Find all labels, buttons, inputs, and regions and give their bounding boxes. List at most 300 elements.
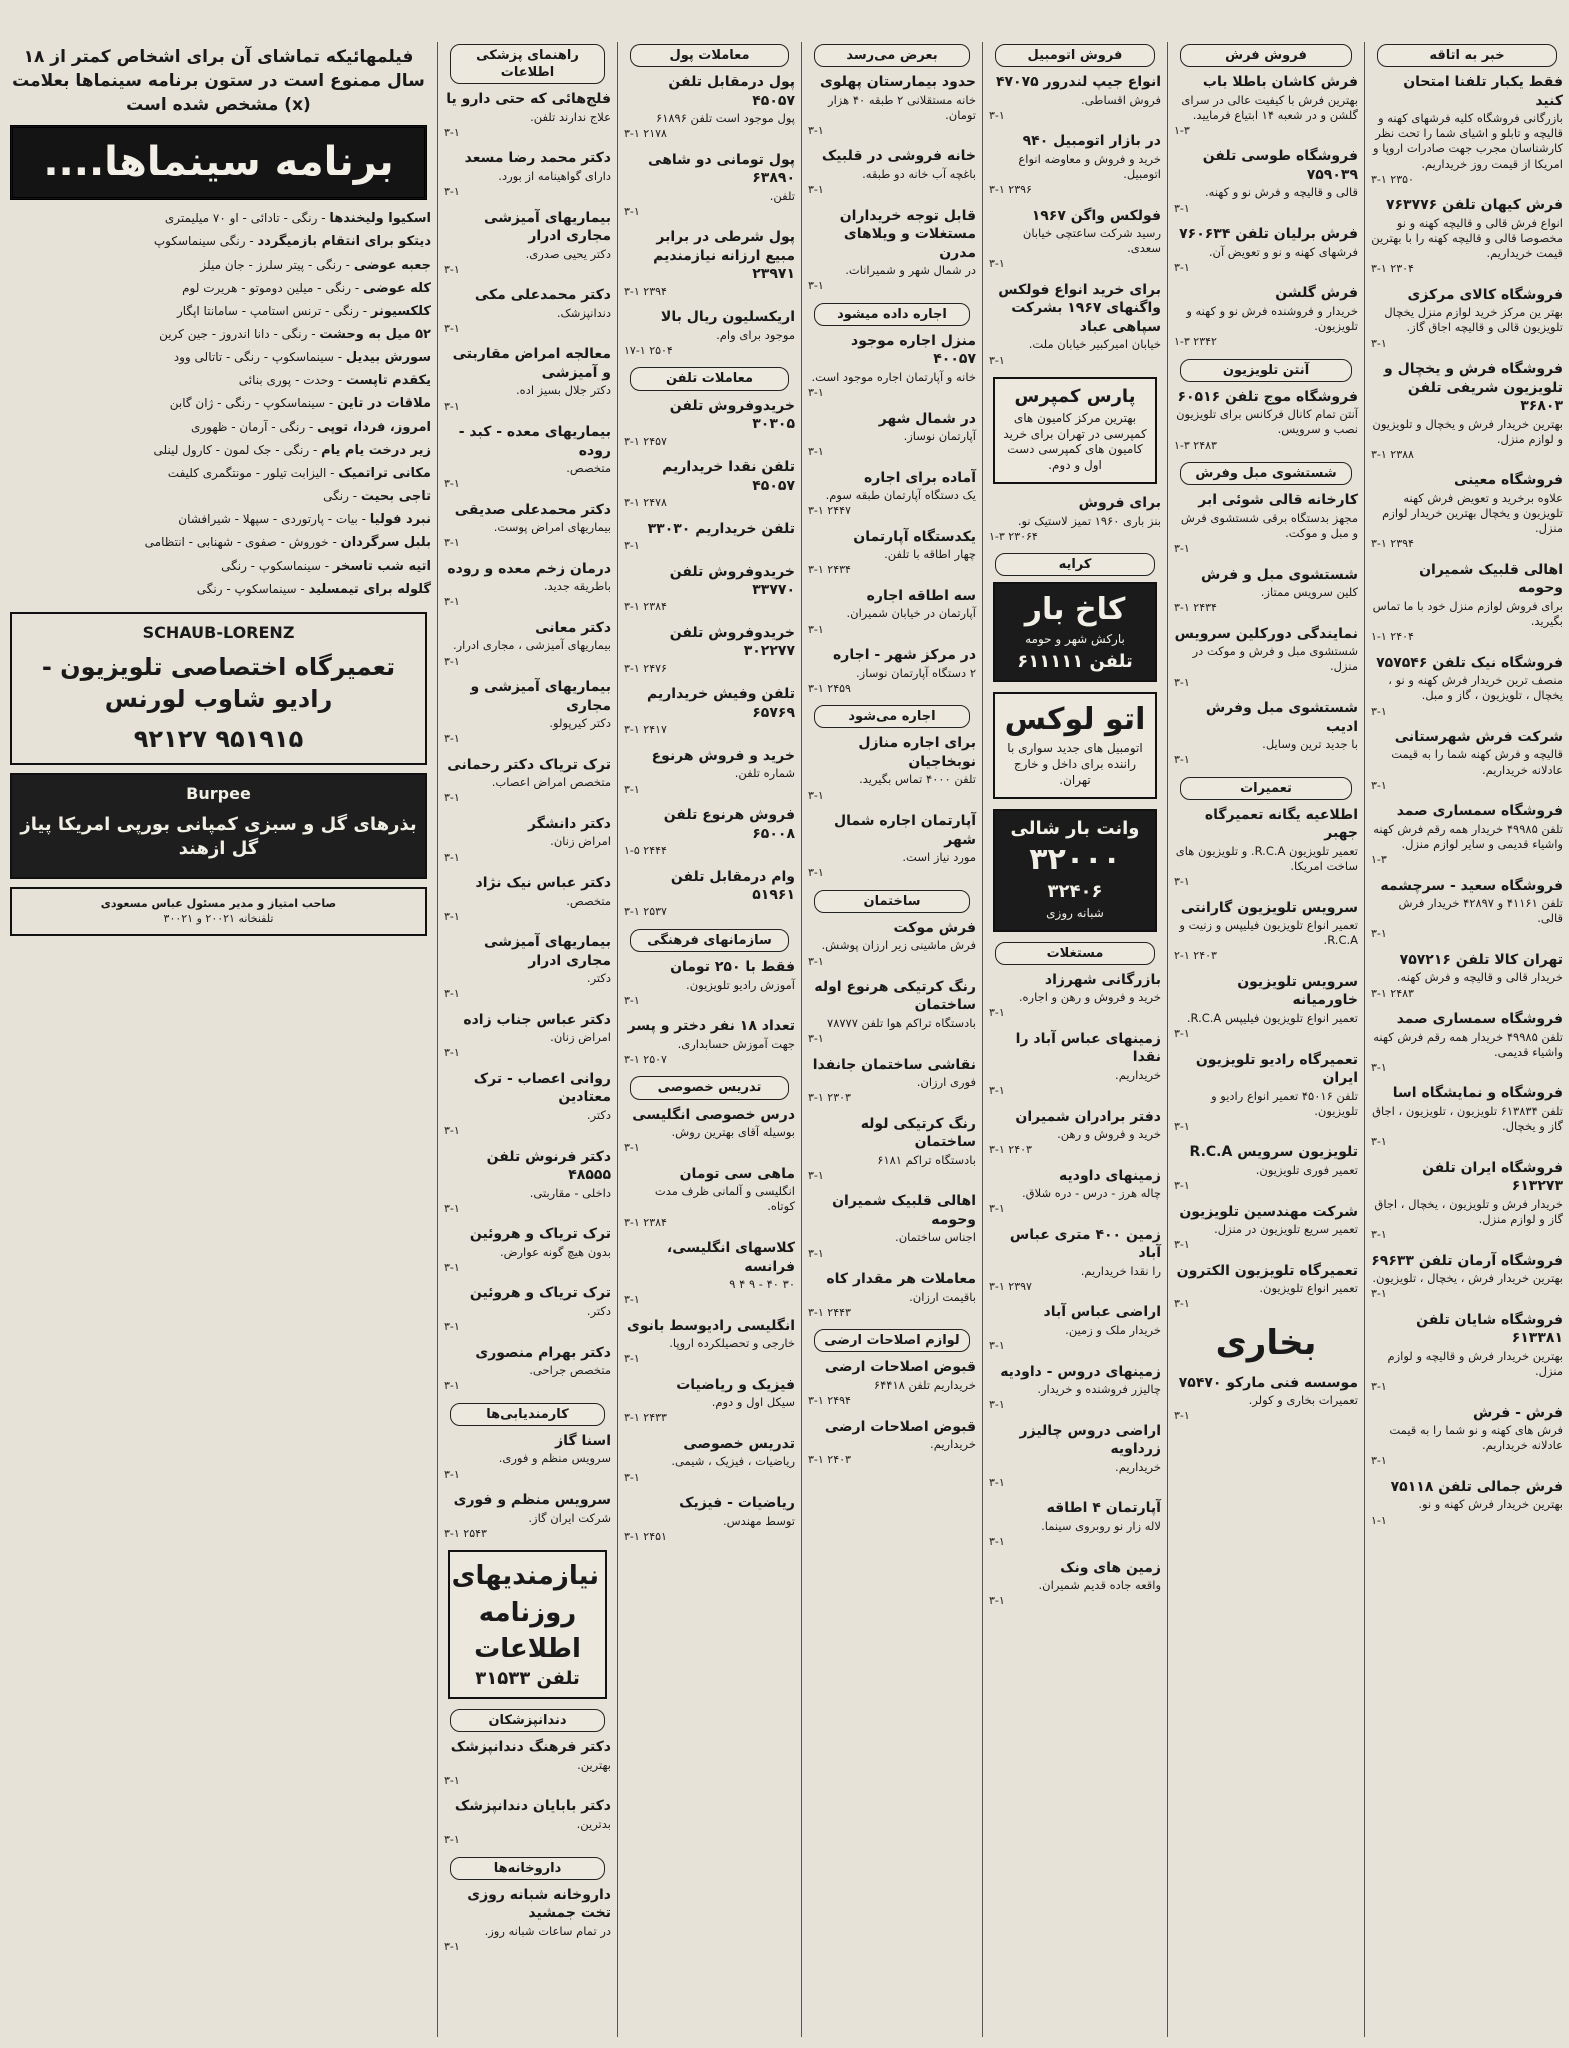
ad-code: ۳-۱ xyxy=(1174,1238,1190,1252)
classified-ad xyxy=(1371,802,1563,867)
ad-body: خریدار فرش و تلویزیون ، یخچال ، اجاق گاز و لوازم منزل. xyxy=(1374,1196,1563,1226)
ad-code: ۳-۱ xyxy=(444,1201,460,1215)
ad-title: ریاضیات - فیزیک xyxy=(679,1495,795,1512)
ad-code: ۳-۱ xyxy=(444,654,460,668)
classified-ad xyxy=(624,1017,795,1067)
ad-title: شستشوی مبل و فرش xyxy=(1201,566,1358,583)
film-info: رنگی - دانا اندروز - جین کرین xyxy=(159,326,308,341)
ad-title: برای خرید انواع فولکس واگنهای ۱۹۶۷ بشرکت سپاهی عباد xyxy=(998,281,1161,335)
ad-body: دکتر. xyxy=(586,971,611,986)
ad-code: ۳-۱ xyxy=(1174,201,1190,215)
classified-ad xyxy=(624,685,795,737)
classified-ad xyxy=(989,73,1161,123)
classified-ad xyxy=(444,1797,611,1847)
classified-ad xyxy=(1174,806,1358,890)
classified-ad xyxy=(989,1167,1161,1217)
ad-code: ۳-۱ xyxy=(808,866,824,880)
ad-body: شرکت ایران گاز. xyxy=(528,1510,611,1525)
ad-body: امراض زنان. xyxy=(550,834,611,849)
ad-title: معاملات هر مقدار کاه xyxy=(826,1271,976,1288)
ad-body: بهترین. xyxy=(577,1757,611,1772)
ad-code: ۳-۱ xyxy=(444,1833,460,1847)
ad-code: ۳-۱ xyxy=(444,536,460,550)
ad-list xyxy=(1371,73,1563,1528)
classified-ad xyxy=(624,73,795,142)
ad-title: در مرکز شهر - اجاره xyxy=(833,647,976,664)
kakh-bar-ad xyxy=(993,582,1157,681)
ad-title: تلفن نقدا خریداریم ۴۵۰۵۷ xyxy=(662,459,795,494)
ad-body: پول موجود است تلفن ۶۱۸۹۶ xyxy=(656,111,795,126)
ad-brand: SCHAUB-LORENZ xyxy=(142,622,295,642)
classified-ad xyxy=(1371,951,1563,1001)
ad-title: تعمیرگاه رادیو تلویزیون ایران xyxy=(1195,1051,1358,1087)
classified-ad xyxy=(989,1030,1161,1099)
ad-code: ۳-۱ xyxy=(444,909,460,923)
ad-phone: تلفن ۳۱۵۳۳ xyxy=(475,1668,580,1690)
classified-ad xyxy=(1174,699,1358,768)
ad-body: مورد نیاز است. xyxy=(902,850,976,865)
classified-ad xyxy=(624,397,795,449)
film-title: امروز، فردا، توپی xyxy=(317,419,431,435)
classified-ad xyxy=(1174,625,1358,690)
ad-code: ۳-۱ xyxy=(808,279,824,293)
film-title: دیتکو برای انتقام بازمیگردد xyxy=(257,234,431,250)
ad-body: تلفن ۶۱۳۸۳۴ تلویزیون ، تلویزیون ، اجاق گاز و یخچال. xyxy=(1372,1103,1563,1134)
ad-code: ۳-۱ xyxy=(1371,704,1387,718)
film-info: خوروش - صفوی - شهنابی - انتظامی xyxy=(144,535,329,550)
ad-body: چاله هرز - درس - دره شلاق. xyxy=(1022,1186,1161,1201)
classified-ad xyxy=(624,228,795,299)
ad-title: قابل توجه خریداران مستغلات و ویلاهای مدرن xyxy=(839,207,976,261)
ad-code: ۳-۱ xyxy=(1371,1454,1387,1468)
film-title: گلوله برای تیمسلید xyxy=(308,581,431,597)
ad-list xyxy=(444,90,611,1393)
classified-ad xyxy=(1174,1051,1358,1135)
ad-list xyxy=(1174,1374,1358,1424)
ad-title: نمایندگی دورکلین سرویس xyxy=(1174,625,1358,642)
ad-body: تعمیر فوری تلویزیون. xyxy=(1255,1162,1358,1177)
classified-ad xyxy=(808,1192,976,1261)
ad-code: ۳-۱ ۲۳۹۶ xyxy=(989,183,1032,197)
column-cinema xyxy=(0,42,437,2037)
film-info: وحدت - پوری بنائی xyxy=(238,373,335,388)
classified-ad xyxy=(444,1284,611,1334)
ad-body: انگلیسی و آلمانی ظرف مدت کوتاه. xyxy=(654,1184,795,1214)
ad-title: بیماریهای معده - کبد - روده xyxy=(458,424,611,459)
ad-code: ۳-۱ xyxy=(808,788,824,802)
ad-body: بهترین خریدار فرش و قالیچه و لوازم منزل. xyxy=(1387,1348,1563,1378)
ad-code: ۳-۱ ۲۳۸۴ xyxy=(624,600,667,614)
ad-body: تعمیر انواع تلویزیون فیلیپس و زنیت و R.C.A. xyxy=(1179,918,1358,948)
ad-body: بهترین خریدار فرش ، یخچال ، تلویزیون. xyxy=(1372,1271,1563,1286)
classified-ad xyxy=(1371,1252,1563,1302)
film-info: رنگی xyxy=(323,489,349,504)
classified-ad xyxy=(624,806,795,858)
ad-body: اتومبیل های جدید سواری با راننده برای داخل و خارج تهران. xyxy=(1007,741,1143,787)
ad-body: خریدار قالی و قالیچه و فرش کهنه. xyxy=(1396,970,1563,985)
ad-body: مجهز بدستگاه برقی شستشوی فرش و مبل و موکت. xyxy=(1180,510,1358,540)
film-info: رنگی - میلین دوموتو - هریرت لوم xyxy=(182,280,351,295)
ad-body: در تمام ساعات شبانه روز. xyxy=(484,1923,611,1938)
ad-list xyxy=(1174,491,1358,767)
ad-title: بیماریهای آمیزشی مجاری ادرار xyxy=(484,209,611,245)
ad-body: قالی و قالیچه و فرش نو و کهنه. xyxy=(1205,185,1358,200)
ad-body: خیابان امیرکبیر خیابان ملت. xyxy=(1028,337,1161,352)
ad-body: فرش های کهنه و نو شما را به قیمت عادلانه خریداریم. xyxy=(1389,1423,1563,1453)
ad-title: رنگ کرتیکی لوله ساختمان xyxy=(860,1115,976,1151)
ad-code: ۳-۱ xyxy=(1174,1179,1190,1193)
ad-title: تهران کالا تلفن ۷۵۷۲۱۶ xyxy=(1399,952,1563,968)
ad-title: منزل اجاره موجود ۴۰۰۵۷ xyxy=(851,332,976,368)
classified-ad xyxy=(444,209,611,278)
ad-code: ۳-۱ ۲۳۹۴ xyxy=(1371,537,1414,551)
ad-title: معالجه امراض مقاربتی و آمیزشی xyxy=(452,346,611,381)
classified-ad xyxy=(1174,973,1358,1042)
ad-code: ۳-۱ ۲۴۵۷ xyxy=(624,434,667,448)
ad-body: بوسیله آقای بهترین روش. xyxy=(671,1125,795,1140)
ad-body: باغچه آب خانه دو طبقه. xyxy=(862,166,976,181)
film-title: اسکیوا ولیخندها xyxy=(329,211,431,227)
column-housing xyxy=(801,42,982,2037)
cinema-listing: جعبه عوضی - رنگی - پیتر سلرز - جان میلز xyxy=(200,257,431,273)
ad-title: تدریس خصوصی xyxy=(683,1436,795,1452)
classified-ad xyxy=(444,1886,611,1955)
ad-code: ۳-۱ ۲۱۷۸ xyxy=(624,127,667,141)
ad-title: تلفن خریداریم ۳۳۰۳۰ xyxy=(647,520,795,537)
ad-code: ۳-۱ xyxy=(1174,1409,1190,1423)
ad-title: اتو لوکس xyxy=(1004,701,1146,737)
classified-ad xyxy=(444,1491,611,1541)
ad-code: ۳-۱ xyxy=(444,1124,460,1138)
classified-ad xyxy=(989,207,1161,272)
ad-title: خریدوفروش تلفن ۳۰۳۰۵ xyxy=(669,397,795,433)
ad-title: زمین ۴۰۰ متری عباس آباد xyxy=(1009,1226,1161,1262)
ad-code: ۳-۱ xyxy=(624,1293,640,1307)
cinema-notice: فیلمهائیکه تماشای آن برای اشخاص کمتر از ۱۸ سال ممنوع است در ستون برنامه سینماها بعلامت (x) مشخص شده است xyxy=(12,47,425,115)
ad-title: آپارتمان اجاره شمال شهر xyxy=(834,813,976,848)
ad-title: ماهی سی تومان xyxy=(679,1165,795,1182)
ad-title: بذرهای گل و سبزی کمپانی بورپی امریکا پیاز گل ازهند xyxy=(20,813,417,859)
ad-body: علاوه برخرید و تعویض فرش کهنه تلویزیون و یخچال بهترین خریدار لوازم منزل. xyxy=(1382,490,1563,536)
ad-body: علاج ندارند تلفن. xyxy=(530,109,611,124)
ad-body: خرید و فروش و رهن. xyxy=(1057,1127,1161,1142)
classified-ad xyxy=(808,1418,976,1468)
vanet-bar-ad xyxy=(993,809,1157,932)
ad-code: ۳-۱ xyxy=(989,1084,1005,1098)
ad-list xyxy=(989,73,1161,368)
ad-code: ۳-۱ xyxy=(989,257,1005,271)
ad-title: فروشگاه و نمایشگاه اسا xyxy=(1392,1085,1563,1102)
ad-code: ۱۷-۱ ۲۵۰۴ xyxy=(624,343,673,357)
classified-ad xyxy=(1174,566,1358,616)
cinema-listing: زیر درخت یام یام - رنگی - جک لمون - کارول لینلی xyxy=(153,442,431,458)
ad-code: ۳-۱ xyxy=(1174,675,1190,689)
ad-body: با جدید ترین وسایل. xyxy=(1262,736,1358,751)
ad-body: انواع فرش قالی و قالیچه کهنه و نو مخصوصا قالی و قالیچه کهنه را با بهترین قیمت خریداریم. xyxy=(1371,215,1563,261)
ad-body: یک دستگاه آپارتمان طبقه سوم. xyxy=(825,488,976,503)
column-carpet-buyers xyxy=(1364,42,1569,2037)
ad-code: ۱-۳ ۲۳۴۲ xyxy=(1174,335,1217,349)
classified-ad xyxy=(808,1056,976,1106)
classified-ad xyxy=(1174,147,1358,216)
ad-title: زمینهای دروس - داودیه xyxy=(1000,1363,1161,1380)
ad-body: دکتر کیرپولو. xyxy=(549,716,611,731)
classified-ad xyxy=(808,469,976,519)
section-heading: فروش اتومبیل xyxy=(995,44,1155,67)
ad-title: دکتر فرنوش تلفن ۴۸۵۵۵ xyxy=(486,1148,611,1184)
section-heading: اجاره می‌شود xyxy=(814,705,970,728)
cinema-listing: دیتکو برای انتقام بازمیگردد - رنگی سینماسکوپ xyxy=(153,234,431,250)
section-heading: آنتن تلویزیون xyxy=(1180,359,1352,382)
section-heading: ساختمان xyxy=(814,890,970,913)
ad-code: ۳-۱ ۲۵۴۳ xyxy=(444,1526,487,1540)
ad-body: فرش ماشینی زیر ارزان پوشش. xyxy=(821,938,976,953)
ad-body: تعمیر انواع تلویزیون فیلیپس R.C.A. xyxy=(1186,1010,1358,1025)
ad-phone: ۳۲۰۰۰ xyxy=(1029,842,1121,878)
ad-code: ۳-۱ xyxy=(808,954,824,968)
ad-body: بنز باری ۱۹۶۰ تمیز لاستیک نو. xyxy=(1017,513,1161,528)
ad-code: ۳-۱ xyxy=(444,850,460,864)
footer-body: تلفنخانه ۲۰۰۲۱ و ۳۰۰۲۱ xyxy=(163,911,274,925)
ad-body: سیکل اول و دوم. xyxy=(711,1395,795,1410)
film-info: سینماسکوپ - رنگی xyxy=(221,558,321,573)
ad-code: ۳-۱ xyxy=(444,1467,460,1481)
ad-title: زمینهای داودیه xyxy=(1059,1167,1161,1184)
ad-code: ۳-۱ xyxy=(1371,336,1387,350)
ad-body: بادستگاه تراکم هوا تلفن ۷۸۷۷۷ xyxy=(827,1015,976,1030)
classified-ad xyxy=(444,1738,611,1788)
cinema-listing: ۵۲ میل به وحشت - رنگی - دانا اندروز - جین کرین xyxy=(159,326,431,342)
classified-ad xyxy=(989,1363,1161,1413)
ad-list xyxy=(808,734,976,880)
film-title: زیر درخت یام یام xyxy=(321,442,431,458)
cinema-listing: نبرد فولیا - بیات - پارتوردی - سپهلا - شیرافشان xyxy=(178,512,431,528)
ad-title: دکتر معانی xyxy=(535,619,611,636)
ad-title: تلویزیون سرویس R.C.A xyxy=(1189,1144,1358,1161)
ad-body: ۳۰ ۴۰ - ۹ ۴ ۹ xyxy=(729,1277,795,1291)
ad-code: ۱-۳ xyxy=(1174,123,1190,137)
ad-code: ۱-۱ ۲۴۰۴ xyxy=(1371,630,1414,644)
ad-list xyxy=(444,1738,611,1847)
ad-title: فرش گلشن xyxy=(1275,285,1358,302)
ad-title: یکدستگاه آپارتمان xyxy=(853,528,976,545)
ad-brand: Burpee xyxy=(186,784,251,804)
classified-ad xyxy=(808,1270,976,1320)
ad-title: داروخانه شبانه روزی تخت جمشید xyxy=(467,1886,611,1922)
ad-title: انواع جیپ لندرور ۴۷۰۷۵ xyxy=(995,74,1161,91)
ad-code: ۳-۱ xyxy=(444,321,460,335)
ad-code: ۳-۱ ۲۴۱۷ xyxy=(624,723,667,737)
classified-ad xyxy=(624,624,795,676)
ad-body: داخلی - مقاربتی. xyxy=(529,1185,611,1200)
ad-title: تعداد ۱۸ نفر دختر و پسر xyxy=(627,1018,795,1035)
ad-code: ۳-۱ ۲۴۸۳ xyxy=(1371,986,1414,1000)
ad-body: خریدار ملک و زمین. xyxy=(1065,1322,1161,1337)
ad-sub: شبانه روزی xyxy=(1046,905,1104,920)
ad-code: ۱-۵ ۲۴۴۴ xyxy=(624,843,667,857)
ad-code: ۳-۱ xyxy=(444,987,460,1001)
ad-code: ۳-۱ xyxy=(808,445,824,459)
classified-ad xyxy=(1371,1478,1563,1528)
classified-ad xyxy=(1174,388,1358,453)
section-heading: معاملات تلفن xyxy=(630,367,789,390)
ad-code: ۳-۱ xyxy=(989,108,1005,122)
ad-code: ۳-۱ xyxy=(444,1379,460,1393)
classified-ad xyxy=(989,1499,1161,1549)
ad-title: رنگ کرتیکی هرنوع اوله ساختمان xyxy=(814,979,976,1014)
ad-title: فروشگاه سعید - سرچشمه xyxy=(1380,877,1563,894)
film-title: تاجی بحیت xyxy=(360,489,431,505)
ad-body: امراض زنان. xyxy=(550,1030,611,1045)
film-info: رنگی - ترنس استامپ - سامانتا اپگار xyxy=(176,303,359,318)
ad-body: متخصص. xyxy=(566,893,611,908)
ad-title: سه اطاقه اجاره xyxy=(866,587,976,604)
classified-ad xyxy=(808,528,976,578)
ad-title: فروشگاه ایران تلفن ۶۱۳۲۷۳ xyxy=(1422,1159,1563,1195)
classified-ad xyxy=(808,147,976,197)
cinema-listing: تاجی بحیت - رنگی xyxy=(323,489,431,505)
classified-ad xyxy=(1174,899,1358,964)
ad-body: دکتر. xyxy=(586,1107,611,1122)
ad-body: بهترین مرکز کامیون های کمپرسی در تهران برای خرید کامیون های کمپرسی دست اول و دوم. xyxy=(1003,410,1147,473)
ad-code: ۳-۱ ۲۳۰۴ xyxy=(1371,262,1414,276)
ad-title: تلفن وفیش خریداریم ۶۵۷۶۹ xyxy=(646,686,795,721)
classified-ad xyxy=(444,1225,611,1275)
film-title: سورش بیدیل xyxy=(345,350,431,366)
classified-ad xyxy=(1371,728,1563,793)
ad-phone: ۹۲۱۲۷ ۹۵۱۹۱۵ xyxy=(133,724,304,753)
ad-title: شستشوی مبل وفرش ادیب xyxy=(1205,700,1358,735)
ad-body: باقیمت ارزان. xyxy=(909,1289,976,1304)
ad-title: برای اجاره منازل نوبخاجیان xyxy=(858,735,976,770)
ad-body: تلفن ۴۹۹۸۵ خریدار همه رقم فرش کهنه واشیاء قدیمی. xyxy=(1373,1029,1563,1059)
ad-code: ۲-۱ ۲۴۰۳ xyxy=(1174,949,1217,963)
classified-ad xyxy=(444,90,611,140)
ad-list xyxy=(1174,806,1358,1312)
cinema-listing: یکقدم تاپست - وحدت - پوری بنائی xyxy=(238,373,431,389)
ad-body: تلفن. xyxy=(769,188,795,203)
ad-body: باطریقه جدید. xyxy=(543,579,611,594)
ad-body: بهترین خریدار فرش کهنه و نو. xyxy=(1418,1497,1563,1512)
section-heading: فروش فرش xyxy=(1180,44,1352,67)
ad-code: ۳-۱ ۲۴۵۱ xyxy=(624,1529,667,1543)
classified-ad xyxy=(1371,1084,1563,1149)
classified-ad xyxy=(1371,561,1563,645)
ad-title: ترک تریاک و هروئین xyxy=(469,1285,611,1302)
ad-title: دکتر محمدعلی مکی xyxy=(474,287,611,304)
section-heading: تدریس خصوصی xyxy=(630,1076,789,1099)
classified-ad xyxy=(1174,491,1358,556)
ad-code: ۳-۱ xyxy=(444,399,460,413)
ad-code: ۳-۱ xyxy=(1174,1027,1190,1041)
ad-title: خانه فروشی در قلبیک xyxy=(821,148,976,165)
ad-body: سرویس منظم و فوری. xyxy=(498,1451,611,1466)
classified-ad xyxy=(624,747,795,797)
ad-code: ۳-۱ xyxy=(808,183,824,197)
ad-title: فرش جمالی تلفن ۷۵۱۱۸ xyxy=(1390,1478,1563,1495)
ad-code: ۳-۱ xyxy=(989,1594,1005,1608)
classified-ad xyxy=(624,1239,795,1308)
auto-lux-ad xyxy=(993,692,1157,799)
ad-code: ۳-۱ ۲۴۷۸ xyxy=(624,496,667,510)
ad-body: آپارتمان نوساز. xyxy=(903,428,976,443)
ad-title: اسنا گاز xyxy=(555,1432,611,1449)
ad-body: خریدار و فروشنده فرش نو و کهنه و تلویزیون. xyxy=(1186,303,1358,333)
ad-title: ترک تریاک دکتر رحمانی xyxy=(447,756,611,773)
ad-code: ۳-۱ xyxy=(624,993,640,1007)
ad-body: فرشهای کهنه و نو و تعویض آن. xyxy=(1208,244,1358,259)
ad-code: ۳-۱ ۲۴۴۳ xyxy=(808,1305,851,1319)
ad-title: دکتر عباس نیک نژاد xyxy=(475,875,611,892)
cinema-listing: سورش بیدیل - سینماسکوپ - رنگی - تاتالی وود xyxy=(173,350,431,366)
ad-title: پول درمقابل تلفن ۴۵۰۵۷ xyxy=(668,74,795,109)
ad-body: جهت آموزش حسابداری. xyxy=(677,1036,795,1051)
classified-ad xyxy=(444,756,611,806)
ad-body: بهترین خریدار فرش و یخچال و تلویزیون و لوازم منزل. xyxy=(1372,416,1563,446)
ad-title: فروشگاه طوسی تلفن ۷۵۹۰۳۹ xyxy=(1202,148,1358,183)
ad-code: ۳-۱ xyxy=(444,791,460,805)
ad-title: وانت بار شالی xyxy=(1010,817,1140,839)
ad-list xyxy=(808,919,976,1320)
ad-code: ۳-۱ xyxy=(444,262,460,276)
classified-ad xyxy=(1174,73,1358,138)
ad-title: سرویس تلویزیون خاورمیانه xyxy=(1237,973,1358,1009)
schaub-lorenz-ad xyxy=(10,612,427,766)
ad-code: ۱-۳ ۲۳۰۶۴ xyxy=(989,529,1038,543)
section-heading: راهنمای پزشکی اطلاعات xyxy=(450,44,605,84)
classified-ad xyxy=(989,1559,1161,1609)
ad-title: فروشگاه سمساری صمد xyxy=(1396,1011,1563,1028)
film-info: بیات - پارتوردی - سپهلا - شیرافشان xyxy=(178,512,358,527)
ad-list xyxy=(808,73,976,294)
ad-title: فولکس واگن ۱۹۶۷ xyxy=(1031,207,1161,224)
ad-code: ۳-۱ xyxy=(444,185,460,199)
classified-ad xyxy=(444,1344,611,1394)
classified-ad xyxy=(808,919,976,969)
ad-list xyxy=(444,1432,611,1541)
classified-ad xyxy=(444,1011,611,1061)
ad-code: ۳-۱ xyxy=(1371,778,1387,792)
ad-body: خریداریم. xyxy=(930,1436,976,1451)
ad-code: ۳-۱ xyxy=(624,1141,640,1155)
classified-ad xyxy=(808,812,976,881)
ad-title: دکتر محمد رضا مسعد xyxy=(464,150,611,167)
classified-ad xyxy=(1371,196,1563,277)
ad-body: خریداریم. xyxy=(1115,1459,1161,1474)
classified-ad xyxy=(444,149,611,199)
ad-body: ریاضیات ، فیزیک ، شیمی. xyxy=(671,1454,795,1469)
classified-ad xyxy=(1174,1203,1358,1253)
classified-ad xyxy=(624,1106,795,1156)
classified-ad xyxy=(624,1494,795,1544)
classified-ad xyxy=(808,73,976,138)
ad-title: آماده برای اجاره xyxy=(864,469,976,486)
ad-body: تعمیر تلویزیون R.C.A. و تلویزیون های ساخت امریکا. xyxy=(1175,843,1358,873)
film-info: رنگی سینماسکوپ xyxy=(153,234,246,249)
section-heading: کارمندیابی‌ها xyxy=(450,1403,605,1426)
classified-ad xyxy=(808,207,976,294)
ad-code: ۳-۱ xyxy=(1174,1297,1190,1311)
ad-body: خریداریم. xyxy=(1115,1067,1161,1082)
classified-ad xyxy=(444,815,611,865)
cinema-listing: اتیه شب تاسخر - سینماسکوپ - رنگی xyxy=(221,558,431,574)
classified-ad xyxy=(808,734,976,803)
classified-ad xyxy=(808,1358,976,1408)
ad-title: فرش موکت xyxy=(893,919,976,936)
ad-title: شرکت فرش شهرستانی xyxy=(1394,729,1563,746)
film-info: سینماسکوپ - رنگی - تاتالی وود xyxy=(173,350,334,365)
ad-code: ۳-۱ ۲۴۳۴ xyxy=(1174,601,1217,615)
